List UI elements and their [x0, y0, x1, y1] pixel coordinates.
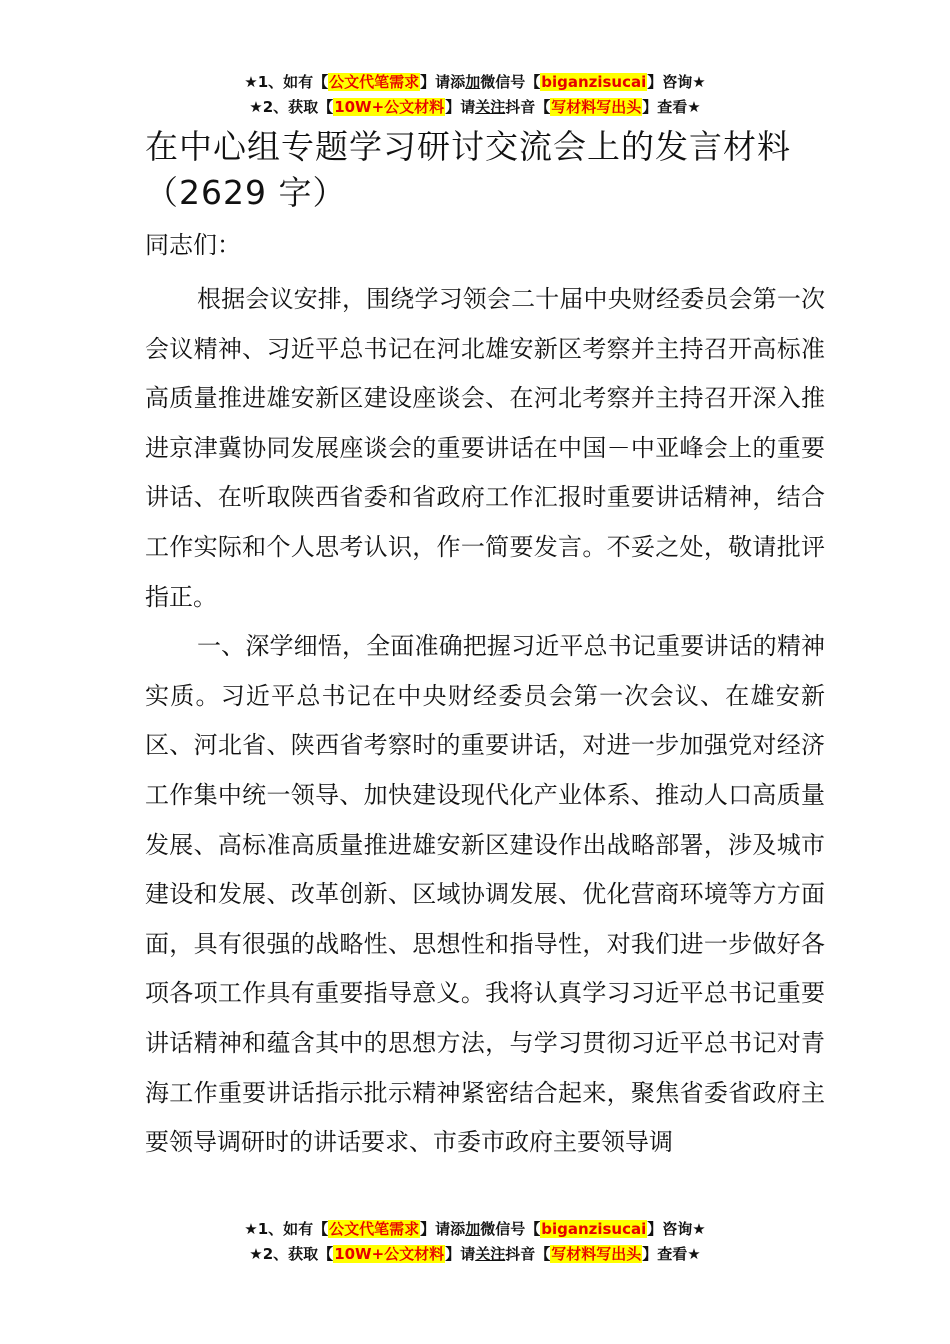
- promo-line-1: ★1、如有【公文代笔需求】请添加微信号【biganzisucai】咨询★: [244, 1220, 706, 1238]
- promo-highlight: 公文代笔需求: [329, 1220, 420, 1238]
- wechat-id-highlight: biganzisucai: [541, 1220, 647, 1238]
- greeting: 同志们：: [145, 231, 241, 259]
- body-paragraph: 根据会议安排，围绕学习领会二十届中央财经委员会第一次会议精神、习近平总书记在河北雄安新区考察并主持召开高标准高质量推进雄安新区建设座谈会、在河北考察并主持召开深入推进京津冀协同发展座谈会的重要讲话在中国－中亚峰会上的重要讲话、在听取陕西省委和省政府工作汇报时重要讲话精神，结合工作实际和个人思考认识，作一简要发言。不妥之处，敬请批评指正。: [145, 285, 825, 611]
- bottom-promo-banner: [0, 1217, 950, 1267]
- wechat-id-highlight: biganzisucai: [541, 73, 647, 91]
- top-promo-banner: [0, 70, 950, 120]
- promo-highlight: 公文代笔需求: [329, 73, 420, 91]
- promo-highlight: 10W+公文材料: [334, 1245, 445, 1263]
- promo-line-1: ★1、如有【公文代笔需求】请添加微信号【biganzisucai】咨询★: [244, 73, 706, 91]
- promo-highlight: 10W+公文材料: [334, 98, 445, 116]
- promo-line-2: ★2、获取【10W+公文材料】请关注抖音【写材料写出头】查看★: [249, 1245, 701, 1263]
- douyin-name-highlight: 写材料写出头: [551, 98, 642, 116]
- body-paragraph: 一、深学细悟，全面准确把握习近平总书记重要讲话的精神实质。习近平总书记在中央财经委员会第一次会议、在雄安新区、河北省、陕西省考察时的重要讲话，对进一步加强党对经济工作集中统一领导、加快建设现代化产业体系、推动人口高质量发展、高标准高质量推进雄安新区建设作出战略部署，涉及城市建设和发展、改革创新、区域协调发展、优化营商环境等方方面面，具有很强的战略性、思想性和指导性，对我们进一步做好各项各项工作具有重要指导意义。我将认真学习习近平总书记重要讲话精神和蕴含其中的思想方法，与学习贯彻习近平总书记对青海工作重要讲话指示批示精神紧密结合起来，聚焦省委省政府主要领导调研时的讲话要求、市委市政府主要领导调: [145, 632, 825, 1157]
- document-title: 在中心组专题学习研讨交流会上的发言材料（2629 字）: [145, 127, 791, 212]
- promo-line-2: ★2、获取【10W+公文材料】请关注抖音【写材料写出头】查看★: [249, 98, 701, 116]
- document-body: [145, 275, 825, 1168]
- douyin-name-highlight: 写材料写出头: [551, 1245, 642, 1263]
